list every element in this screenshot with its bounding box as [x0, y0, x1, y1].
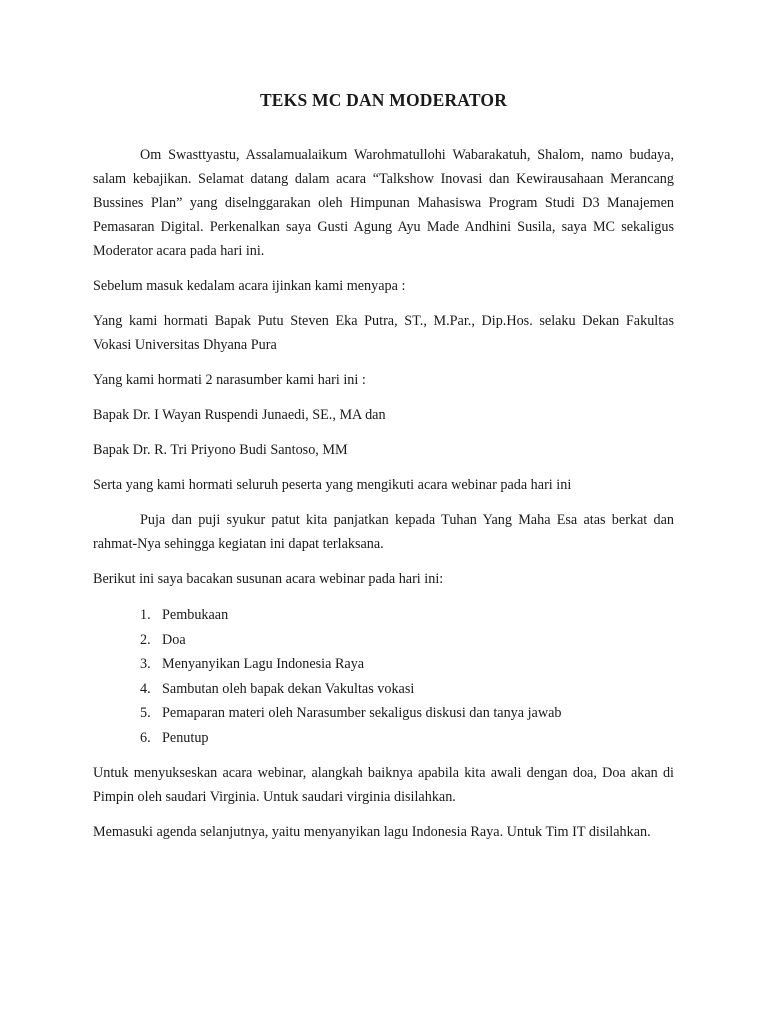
- agenda-item-text: Sambutan oleh bapak dekan Vakultas vokasi: [162, 680, 415, 697]
- greeting-dean: Yang kami hormati Bapak Putu Steven Eka Putra, ST., M.Par., Dip.Hos. selaku Dekan Fakultas Vokasi Universitas Dhyana Pura: [93, 313, 674, 353]
- agenda-item-number: 6.: [140, 729, 151, 746]
- speaker-1: Bapak Dr. I Wayan Ruspendi Junaedi, SE., MA dan: [93, 407, 386, 423]
- agenda-list: [93, 603, 674, 751]
- agenda-item: [93, 701, 674, 726]
- agenda-item-text: Penutup: [162, 729, 209, 746]
- opening-paragraph: Om Swasttyastu, Assalamualaikum Warohmatullohi Wabarakatuh, Shalom, namo budaya, salam kebajikan. Selamat datang dalam acara “Talkshow Inovasi dan Kewirausahaan Merancang Bussines Plan” yang diselnggarakan oleh Himpunan Mahasiswa Program Studi D3 Manajemen Pemasaran Digital. Perkenalkan saya Gusti Agung Ayu Made Andhini Susila, saya MC sekaligus Moderator acara pada hari ini.: [93, 147, 674, 259]
- speaker-2: Bapak Dr. R. Tri Priyono Budi Santoso, MM: [93, 442, 348, 458]
- greeting-speakers-intro: Yang kami hormati 2 narasumber kami hari ini :: [93, 372, 366, 388]
- agenda-item-number: 4.: [140, 680, 151, 697]
- agenda-item-number: 1.: [140, 607, 151, 623]
- agenda-item: [93, 677, 674, 702]
- agenda-item-text: Doa: [162, 631, 186, 648]
- agenda-item: [93, 652, 674, 677]
- document-body: [93, 88, 674, 844]
- agenda-item-text: Pembukaan: [162, 607, 229, 623]
- document-title: TEKS MC DAN MODERATOR: [259, 90, 508, 110]
- agenda-item-number: 3.: [140, 656, 151, 673]
- prayer-paragraph: Untuk menyukseskan acara webinar, alangkah baiknya apabila kita awali dengan doa, Doa akan di Pimpin oleh saudari Virginia. Untuk saudari virginia disilahkan.: [93, 764, 674, 805]
- agenda-item-text: Menyanyikan Lagu Indonesia Raya: [162, 656, 365, 673]
- agenda-item-number: 2.: [140, 631, 151, 648]
- greeting-intro: Sebelum masuk kedalam acara ijinkan kami menyapa :: [93, 278, 406, 294]
- greeting-participants: Serta yang kami hormati seluruh peserta yang mengikuti acara webinar pada hari ini: [93, 477, 572, 493]
- agenda-item-number: 5.: [140, 705, 151, 722]
- gratitude-paragraph: Puja dan puji syukur patut kita panjatkan kepada Tuhan Yang Maha Esa atas berkat dan rahmat-Nya sehingga kegiatan ini dapat terlaksana.: [93, 512, 674, 552]
- agenda-item: [93, 603, 674, 628]
- agenda-intro: Berikut ini saya bacakan susunan acara webinar pada hari ini:: [93, 571, 444, 587]
- agenda-item: [93, 726, 674, 751]
- anthem-paragraph: Memasuki agenda selanjutnya, yaitu menyanyikan lagu Indonesia Raya. Untuk Tim IT disilahkan.: [93, 823, 651, 840]
- agenda-item: [93, 628, 674, 653]
- agenda-item-text: Pemaparan materi oleh Narasumber sekaligus diskusi dan tanya jawab: [162, 705, 562, 722]
